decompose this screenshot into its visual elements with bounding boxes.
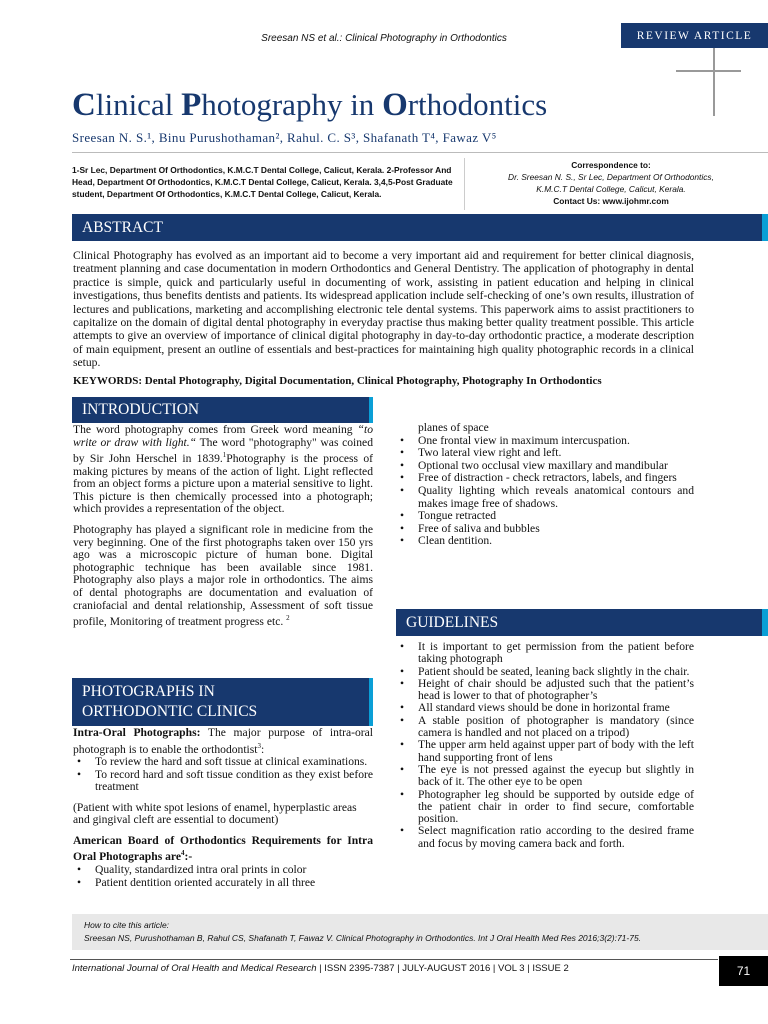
guidelines-heading-accent xyxy=(762,609,768,636)
affiliations: 1-Sr Lec, Department Of Orthodontics, K.M.C.T Dental College, Calicut, Kerala. 2-Professor And Head, Department Of Orthodontics, K.M.C.T Dental College, Calicut, Kerala. 3,4,5-Post Graduate student, Department Of Orthodontics, K.M.C.T Dental College, Calicut, Kerala. xyxy=(72,165,453,199)
guidelines-list xyxy=(396,641,694,850)
list-item: • Patient should be seated, leaning back slightly in the chair. xyxy=(396,666,694,678)
contact-label: Contact Us: xyxy=(553,196,601,206)
contact-link[interactable]: www.ijohmr.com xyxy=(600,196,669,206)
list-item: • Two lateral view right and left. xyxy=(396,447,694,460)
decorative-cross-horizontal xyxy=(676,70,741,72)
abo-heading: American Board of Orthodontics Requirements for Intra Oral Photographs are$^4$:- xyxy=(73,834,373,864)
list-item: • Clean dentition. xyxy=(396,535,694,548)
intra-oral-purpose-list xyxy=(73,756,373,794)
continuation-text: planes of space xyxy=(418,421,489,434)
keywords: KEYWORDS: Dental Photography, Digital Documentation, Clinical Photography, Photography In Orthodontics xyxy=(73,375,602,387)
introduction-heading-accent xyxy=(369,397,373,423)
footer-divider xyxy=(70,959,718,960)
footer xyxy=(72,963,569,974)
introduction-body xyxy=(73,424,373,629)
abo-requirements-list xyxy=(73,864,373,889)
issue-details: | ISSN 2395-7387 | JULY-AUGUST 2016 | VOL 3 | ISSUE 2 xyxy=(316,963,569,974)
correspondence-block xyxy=(466,159,756,207)
requirements-list xyxy=(396,435,694,548)
photographs-body xyxy=(73,727,373,889)
correspondence-line: Dr. Sreesan N. S., Sr Lec, Department Of Orthodontics, xyxy=(508,172,714,182)
list-item: • It is important to get permission from the patient before taking photograph xyxy=(396,641,694,666)
guidelines-heading: GUIDELINES xyxy=(396,609,762,636)
introduction-heading: INTRODUCTION xyxy=(72,397,369,423)
paragraph: The word photography comes from Greek word meaning “to write or draw with light.“ The word "photography" was coined by Sir John Herschel in 1839.$^1$Photography is the process of making pictures by means of the action of light. Light reflected from an object forms a picture upon a material sensitive to light. This picture is then chemically processed into a photograph; which provides a representation of the object. xyxy=(73,423,374,516)
list-item: • The eye is not pressed against the eyecup but slightly in back of it. The other eye to be open xyxy=(396,764,694,789)
affiliation-divider xyxy=(464,158,465,210)
list-item: • Quality, standardized intra oral prints in color xyxy=(73,864,373,877)
list-item: • Optional two occlusal view maxillary and mandibular xyxy=(396,460,694,473)
journal-name: International Journal of Oral Health and Medical Research xyxy=(72,963,317,974)
photographs-heading-accent xyxy=(369,678,373,726)
list-item: • Select magnification ratio according to the desired frame and focus by moving camera back and forth. xyxy=(396,825,694,850)
list-item: • Free of distraction - check retractors, labels, and fingers xyxy=(396,472,694,485)
list-item: • Quality lighting which reveals anatomical contours and makes image free of shadows. xyxy=(396,485,694,510)
paragraph: Intra-Oral Photographs: The major purpose of intra-oral photograph is to enable the orthodontist$^3$: xyxy=(73,726,373,756)
citation-text: Sreesan NS, Purushothaman B, Rahul CS, Shafanath T, Fawaz V. Clinical Photography in Orthodontics. Int J Oral Health Med Res 2016;3(2):71-75. xyxy=(84,933,642,943)
author-list: Sreesan N. S.¹, Binu Purushothaman², Rahul. C. S³, Shafanath T⁴, Fawaz V⁵ xyxy=(72,130,497,145)
list-item: • To review the hard and soft tissue at clinical examinations. xyxy=(73,756,373,769)
list-item: • Patient dentition oriented accurately in all three xyxy=(73,877,373,890)
citation-label: How to cite this article: xyxy=(84,920,170,930)
citation-box xyxy=(72,914,768,950)
note: (Patient with white spot lesions of enamel, hyperplastic areas and gingival cleft are essential to document) xyxy=(73,800,357,827)
decorative-cross-vertical xyxy=(713,48,715,116)
running-header: Sreesan NS et al.: Clinical Photography in Orthodontics xyxy=(261,33,507,44)
correspondence-line: K.M.C.T Dental College, Calicut, Kerala. xyxy=(536,184,686,194)
list-item: • One frontal view in maximum intercuspation. xyxy=(396,435,694,448)
list-item: • Tongue retracted xyxy=(396,510,694,523)
requirements-continued xyxy=(396,422,694,548)
list-item: • A stable position of photographer is mandatory (since camera is handled and not placed on a tripod) xyxy=(396,715,694,740)
list-item: • Photographer leg should be supported by outside edge of the patient chair in order to find secure, comfortable position. xyxy=(396,789,694,826)
list-item: • All standard views should be done in horizontal frame xyxy=(396,702,694,714)
abstract-text: Clinical Photography has evolved as an important aid to become a very important aid and requirement for better clinical diagnosis, treatment planning and case documentation in modern Orthodontics and General Dentistry. The application of photography in dental practice is simple, quick and particularly useful in documenting of work, assisting in patient education and helping in clinical investigations, thus benefits dentists and patients. Its widespread application include self-checking of one’s own results, illustration of lectures and publications, marketing and accomplishing electronic tele dental systems. This paperwork aims to assist practitioners to capitalize on the domain of digital dental photography in everyday practise thus making better quality treatment possible. This article attempts to give an overview of importance of clinical digital photography in day-to-day orthodontic practice, a moderate description of main equipment, present an outline of essentials and best-practices for maintaining high quality photographic records in a clinical setup. xyxy=(73,249,694,370)
paragraph: Photography has played a significant role in medicine from the very beginning. One of the first photographs taken over 150 yrs ago was a microscopic picture of human bone. Digital photographic technique has been available since 1981. Photography also plays a major role in orthodontics. The aims of dental photographs are documentation and evaluation of craniofacial and dental relationship, Assessment of soft tissue profile, Monitoring of treatment progress etc. $^2$ xyxy=(73,523,373,629)
list-item: • Height of chair should be adjusted such that the patient’s head is lower to that of photographer’s xyxy=(396,678,694,703)
guidelines-body xyxy=(396,641,694,850)
photographs-heading: PHOTOGRAPHS IN ORTHODONTIC CLINICS xyxy=(72,678,369,726)
review-article-badge: REVIEW ARTICLE xyxy=(621,23,768,48)
list-item: • The upper arm held against upper part of body with the left hand supporting front of lens xyxy=(396,739,694,764)
list-item: • Free of saliva and bubbles xyxy=(396,523,694,536)
list-item: • To record hard and soft tissue condition as they exist before treatment xyxy=(73,769,373,794)
abstract-heading: ABSTRACT xyxy=(72,214,762,241)
article-title: Clinical Photography in Orthodontics xyxy=(72,87,548,123)
page-number: 71 xyxy=(719,956,768,986)
title-divider xyxy=(72,152,768,153)
abstract-heading-accent xyxy=(762,214,768,241)
correspondence-heading: Correspondence to: xyxy=(571,160,651,170)
